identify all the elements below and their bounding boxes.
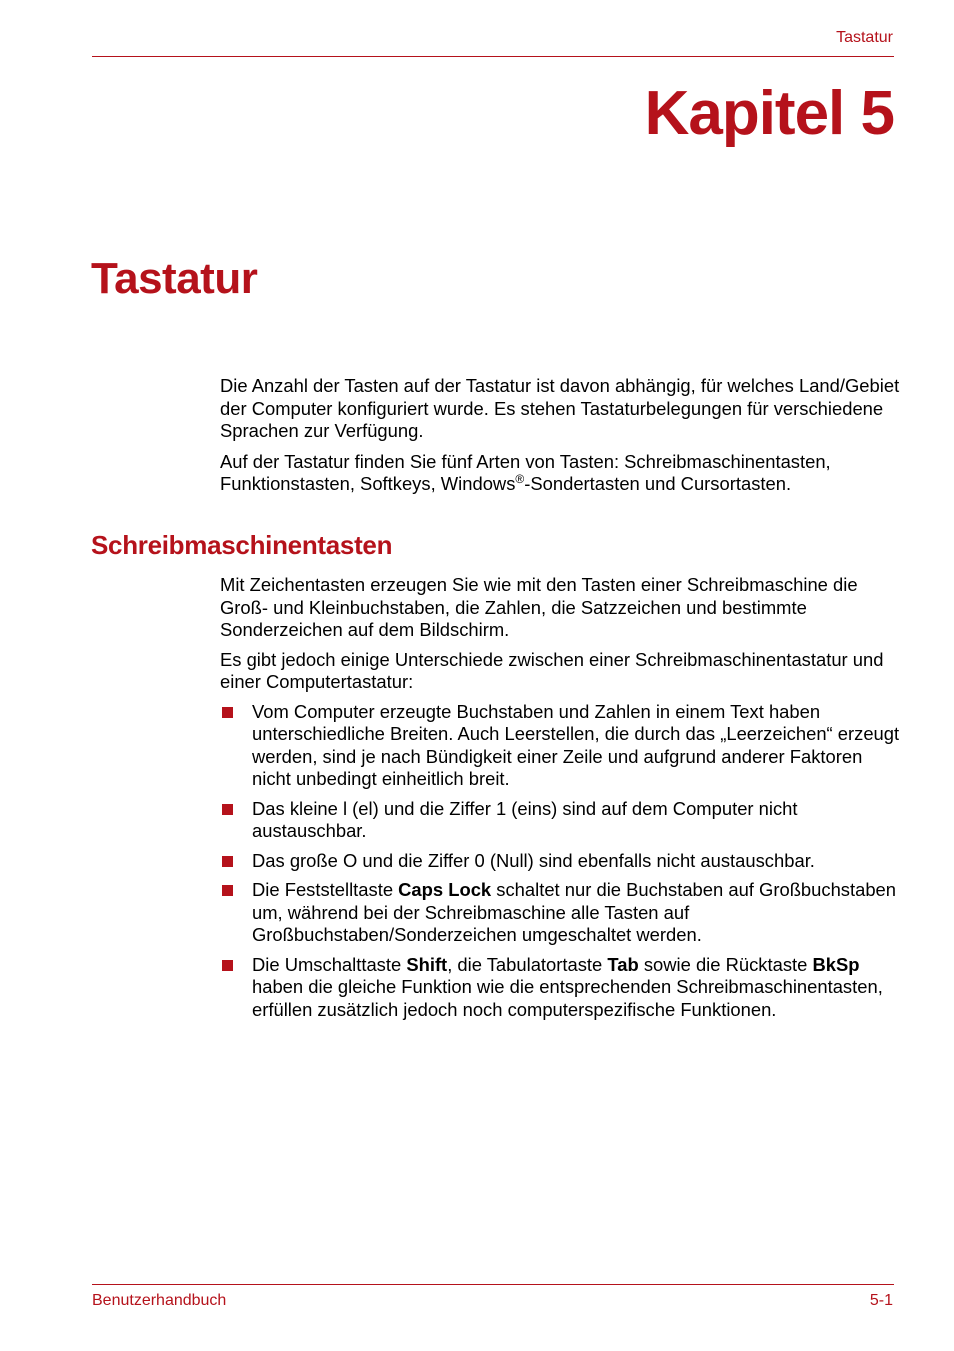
section-paragraph-2: Es gibt jedoch einige Unterschiede zwischen einer Schreibmaschinentastatur und einer Computertastatur: xyxy=(220,648,884,692)
square-bullet-icon xyxy=(222,960,233,971)
page-title: Tastatur xyxy=(91,254,258,303)
key-name-caps-lock: Caps Lock xyxy=(398,879,492,900)
intro-block xyxy=(220,375,900,496)
intro-paragraph-2 xyxy=(220,451,900,496)
section-heading: Schreibmaschinentasten xyxy=(91,530,393,560)
square-bullet-icon xyxy=(222,885,233,896)
registered-mark: ® xyxy=(515,472,525,486)
list-item-text: schaltet nur die Buchstaben auf Großbuchstaben um, während bei der Schreibmaschine alle Tasten auf Großbuchstaben/Sonderzeichen umgeschaltet werden. xyxy=(252,879,897,945)
square-bullet-icon xyxy=(222,804,233,815)
list-item-text: , die Tabulatortaste xyxy=(447,953,608,975)
list-item-text: haben die gleiche Funktion wie die entsprechenden Schreibmaschinentasten, erfüllen zusätzlich jedoch noch computerspezifische Funktionen. xyxy=(252,976,883,1020)
chapter-label: Kapitel 5 xyxy=(644,79,894,148)
key-name-tab: Tab xyxy=(607,953,639,975)
list-item-text: Das große O und die Ziffer 0 (Null) sind ebenfalls nicht austauschbar. xyxy=(252,849,815,871)
list-item-text: sowie die Rücktaste xyxy=(638,953,813,975)
key-name-shift: Shift xyxy=(406,953,448,975)
list-item-text: Die Umschalttaste xyxy=(252,953,407,975)
square-bullet-icon xyxy=(222,707,233,718)
list-item xyxy=(220,879,900,947)
list-item-text: Vom Computer erzeugte Buchstaben und Zahlen in einem Text haben unterschiedliche Breiten. Auch Leerstellen, die durch das „Leerzeichen“ erzeugt werden, sind je nach Bündigkeit einer Zeile und aufgrund anderer Faktoren nicht unbedingt einheitlich breit. xyxy=(252,700,900,789)
section-body xyxy=(220,574,900,1028)
intro-paragraph-2-text: Auf der Tastatur finden Sie fünf Arten von Tasten: Schreibmaschinentasten, Funktionstasten, Softkeys, Windows xyxy=(220,450,831,494)
key-name-bksp: BkSp xyxy=(812,953,860,975)
list-item xyxy=(220,954,900,1022)
list-item xyxy=(220,798,900,843)
list-item-text: Die Feststelltaste xyxy=(252,879,399,900)
header-rule xyxy=(92,56,894,57)
square-bullet-icon xyxy=(222,856,233,867)
intro-paragraph-1: Die Anzahl der Tasten auf der Tastatur ist davon abhängig, für welches Land/Gebiet der Computer konfiguriert wurde. Es stehen Tastaturbelegungen für verschiedene Sprachen zur Verfügung. xyxy=(220,375,900,441)
section-paragraph-1: Mit Zeichentasten erzeugen Sie wie mit den Tasten einer Schreibmaschine die Groß- und Kleinbuchstaben, die Zahlen, die Satzzeichen und bestimmte Sonderzeichen auf dem Bildschirm. xyxy=(220,574,858,640)
footer-rule xyxy=(92,1284,894,1285)
running-header: Tastatur xyxy=(836,29,893,46)
footer-manual-title: Benutzerhandbuch xyxy=(92,1292,227,1309)
intro-paragraph-2-end: -Sondertasten und Cursortasten. xyxy=(524,473,792,494)
bullet-list xyxy=(220,701,900,1022)
page-number: 5-1 xyxy=(869,1292,893,1309)
list-item xyxy=(220,701,900,791)
list-item xyxy=(220,850,900,873)
list-item-text: Das kleine l (el) und die Ziffer 1 (eins) sind auf dem Computer nicht austauschbar. xyxy=(252,797,798,841)
